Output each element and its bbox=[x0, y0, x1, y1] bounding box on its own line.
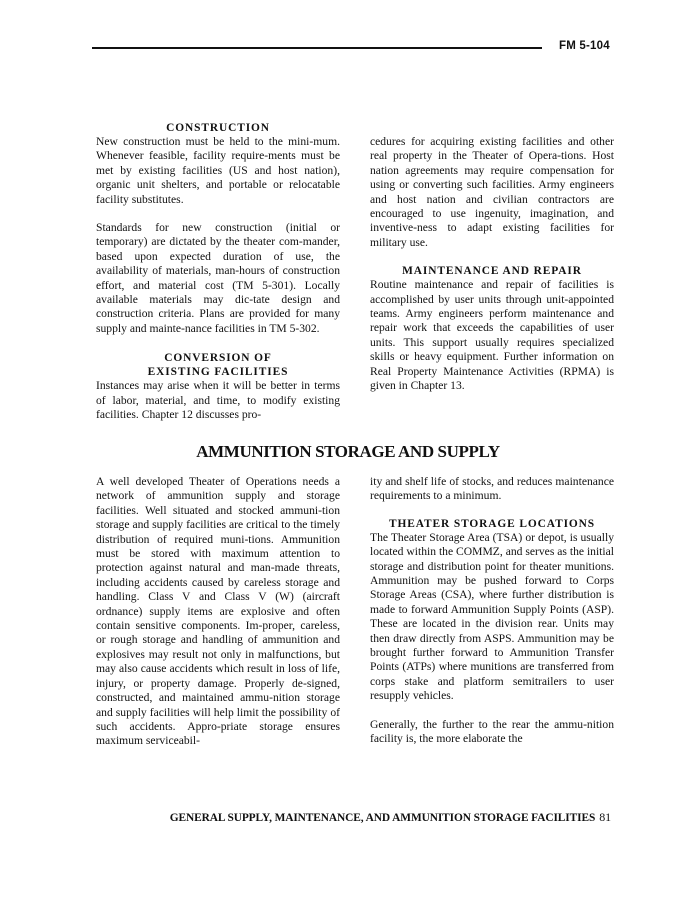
running-title: GENERAL SUPPLY, MAINTENANCE, AND AMMUNITION STORAGE FACILITIES bbox=[169, 812, 596, 824]
paragraph: New construction must be held to the mini-mum. Whenever feasible, facility require-ments must be met by existing facilities (US and host nation), organic unit shelters, and portable or relocatable facility substitutes. bbox=[96, 135, 340, 206]
paragraph: Generally, the further to the rear the ammu-nition facility is, the more elaborate the bbox=[370, 717, 614, 746]
paragraph: The Theater Storage Area (TSA) or depot, is usually located within the COMMZ, and serves as the initial storage and distribution point for theater munitions. Ammunition may be pushed forward to Corps Storage Areas (CSA), where further distribution is made to forward Ammunition Supply Points (ASP). These are located in the division rear. Units may then draw directly from ASPS. Ammunition may be brought further forward to Ammunition Transfer Points (ATPs) where munitions are transferred from corps stake and platform semitrailers to user resupply vehicles. bbox=[370, 530, 614, 703]
main-right-column bbox=[370, 475, 614, 747]
section-title: AMMUNITION STORAGE AND SUPPLY bbox=[196, 442, 500, 461]
manual-id: FM 5-104 bbox=[559, 40, 610, 52]
paragraph: A well developed Theater of Operations needs a network of ammunition supply and storage facilities. Well situated and stocked ammuni-tion storage and supply facilities are critical to the timely distribution of required muni-tions. Ammunition must be stored with maximum attention to protection against natural and man-made threats, including accidents caused by careless storage and handling. Class V and Class V (W) (aircraft ordnance) supply items are explosive and often contain sensitive components. Im-proper, careless, or rough storage and handling of ammunition and explosives may result not only in malfunctions, but may also cause accidents which result in loss of life, injury, or property damage. Properly de-signed, constructed, and maintained ammu-nition storage and supply facilities will help limit the possibility of such accidents. Appro-priate storage ensures maximum serviceabil- bbox=[96, 475, 340, 748]
heading-construction: CONSTRUCTION bbox=[166, 122, 270, 134]
paragraph: ity and shelf life of stocks, and reduces maintenance requirements to a minimum. bbox=[370, 475, 614, 503]
top-right-column bbox=[370, 135, 614, 394]
paragraph: Routine maintenance and repair of facilities is accomplished by user units through unit-appointed teams. Army engineers perform maintenance and repair work that exceeds the capabilities of user units. This support usually requires specialized skills or heavy equipment. Further information on Real Property Maintenance Activities (RPMA) is given in Chapter 13. bbox=[370, 278, 614, 393]
page-footer bbox=[170, 810, 611, 825]
page-number: 81 bbox=[599, 810, 611, 824]
paragraph: Instances may arise when it will be better in terms of labor, material, and time, to modify existing facilities. Chapter 12 discusses pro- bbox=[96, 379, 340, 422]
heading-conversion: CONVERSION OF EXISTING FACILITIES bbox=[147, 352, 289, 379]
top-left-column bbox=[96, 121, 340, 423]
heading-maintenance: MAINTENANCE AND REPAIR bbox=[402, 265, 582, 278]
paragraph: Standards for new construction (initial or temporary) are dictated by the theater com-mander, based upon expected duration of use, the availability of materials, man-hours of construction effort, and material cost (TM 5-301). Locally available materials may dic-tate design and construction criteria. Plans are provided for many supply and mainte-nance facilities in TM 5-302. bbox=[96, 221, 340, 335]
paragraph: cedures for acquiring existing facilities and other real property in the Theater of Opera-tions. Host nation agreements may require compensation for using or converting such facilities. Army engineers and host nation and civilian contractors are encouraged to use ingenuity, imagination, and inventive-ness to adapt existing facilities for military use. bbox=[370, 135, 614, 249]
heading-theater-storage: THEATER STORAGE LOCATIONS bbox=[388, 517, 596, 530]
header-rule bbox=[92, 47, 542, 49]
main-left-column bbox=[96, 475, 340, 749]
